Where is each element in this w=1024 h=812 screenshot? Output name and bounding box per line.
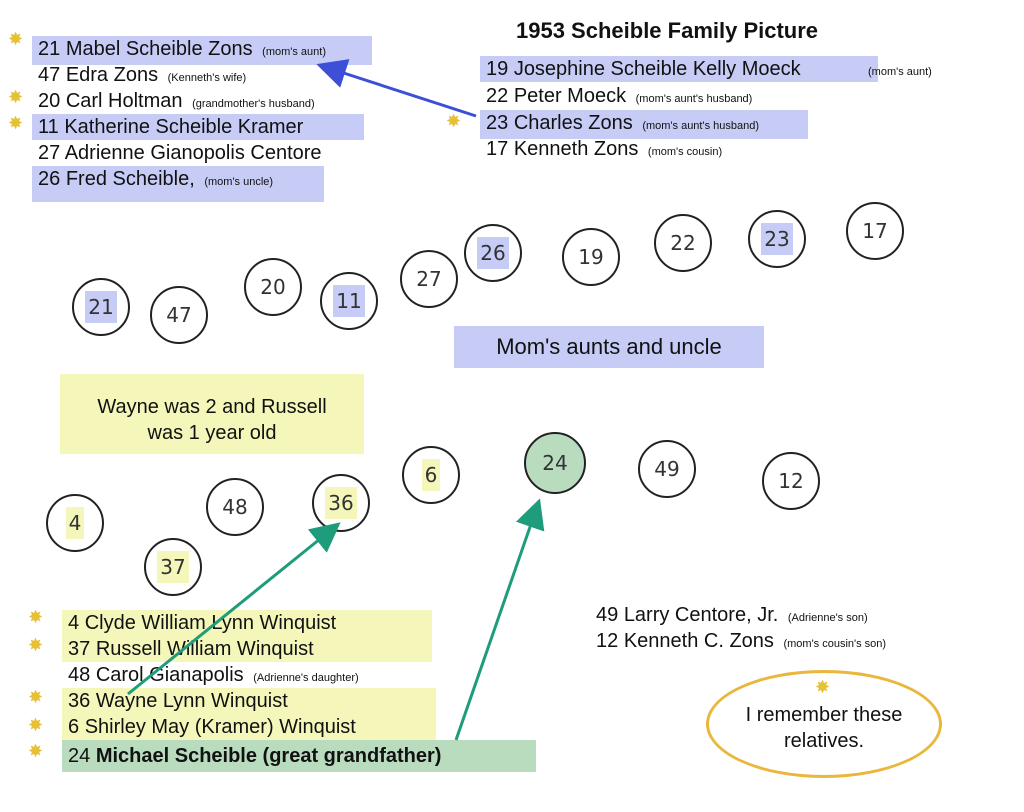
entry-num: 4 [68, 612, 80, 634]
entry-num: 19 [486, 58, 509, 80]
position-number: 26 [477, 237, 508, 269]
position-number: 6 [422, 459, 441, 491]
entry-note: (mom's cousin's son) [783, 638, 887, 650]
entry-num: 12 [596, 630, 619, 652]
entry-num: 22 [486, 85, 509, 107]
position-number: 17 [862, 219, 888, 243]
entry-num: 49 [596, 604, 619, 626]
entry-note: (Adrienne's son) [787, 612, 868, 624]
entry-name: Peter Moeck [513, 85, 627, 107]
entry-num: 36 [68, 690, 91, 712]
entry-name: Shirley May (Kramer) Winquist [84, 716, 356, 738]
position-number: 23 [761, 223, 792, 255]
position-number: 21 [85, 291, 116, 323]
position-number: 36 [325, 487, 356, 519]
arrow-michael-to-position [456, 504, 538, 740]
entry-num: 23 [486, 112, 509, 134]
entry-name: Clyde William Lynn Winquist [84, 612, 337, 634]
entry-note: (mom's uncle) [204, 176, 274, 188]
entry-name: Larry Centore, Jr. [623, 604, 779, 626]
position-number: 24 [542, 451, 568, 475]
entry-num: 37 [68, 638, 91, 660]
position-number: 49 [654, 457, 680, 481]
entry-name: Carol Gianapolis [95, 664, 244, 686]
page-title: 1953 Scheible Family Picture [516, 18, 819, 43]
entry-num: 6 [68, 716, 80, 738]
star-icon: ✸ [8, 113, 24, 133]
entry-num: 24 [68, 745, 91, 767]
position-number: 20 [260, 275, 286, 299]
entry-num: 27 [38, 142, 61, 164]
position-number: 11 [333, 285, 364, 317]
remember-note: I remember these relatives. [745, 704, 903, 752]
star-icon: ✸ [8, 29, 24, 49]
entry-note: (Kenneth's wife) [167, 72, 247, 84]
entry-num: 11 [38, 116, 59, 138]
position-number: 27 [416, 267, 442, 291]
entry-name: Russell William Winquist [95, 638, 314, 660]
entry-note: (Adrienne's daughter) [253, 672, 359, 684]
entry-name: Adrienne Gianopolis Centore [64, 142, 322, 164]
position-number: 22 [670, 231, 696, 255]
star-icon: ✸ [28, 635, 44, 655]
entry-note: (mom's aunt's husband) [642, 120, 760, 132]
star-icon: ✸ [28, 715, 44, 735]
entry-num: 17 [486, 138, 509, 160]
star-icon: ✸ [28, 741, 44, 761]
entry-num: 48 [68, 664, 91, 686]
position-number: 47 [166, 303, 192, 327]
entry-name: Fred Scheible, [65, 168, 195, 190]
position-number: 37 [157, 551, 188, 583]
entry-num: 20 [38, 90, 61, 112]
position-number: 4 [66, 507, 85, 539]
aunts-uncle-label: Mom's aunts and uncle [454, 326, 764, 368]
entry-num: 47 [38, 64, 61, 86]
entry-note: (mom's aunt) [262, 46, 326, 58]
entry-name: Kenneth Zons [513, 138, 639, 160]
position-number: 12 [778, 469, 804, 493]
star-icon: ✸ [28, 687, 44, 707]
entry-note: (grandmother's husband) [192, 98, 315, 110]
star-icon: ✸ [8, 87, 24, 107]
entry-note: (mom's aunt) [868, 66, 932, 78]
entry-name: Edra Zons [65, 64, 159, 86]
entry-name: Josephine Scheible Kelly Moeck [513, 58, 801, 80]
entry-name: Michael Scheible (great grandfather) [95, 745, 442, 767]
arrow-charles-to-mabel [322, 66, 476, 116]
position-number: 19 [578, 245, 604, 269]
entry-name: Kenneth C. Zons [623, 630, 774, 652]
entry-name: Charles Zons [513, 112, 633, 134]
arrow-wayne-to-position [128, 526, 336, 694]
entry-num: 21 [38, 38, 61, 60]
entry-note: (mom's aunt's husband) [635, 93, 753, 105]
entry-name: Mabel Scheible Zons [65, 38, 253, 60]
age-note: Wayne was 2 and Russell was 1 year old [60, 374, 364, 454]
star-icon: ✸ [815, 677, 831, 697]
star-icon: ✸ [28, 607, 44, 627]
entry-name: Katherine Scheible Kramer [64, 116, 304, 138]
position-number: 48 [222, 495, 248, 519]
entry-name: Wayne Lynn Winquist [95, 690, 288, 712]
entry-note: (mom's cousin) [647, 146, 723, 158]
entry-num: 26 [38, 168, 61, 190]
entry-name: Carl Holtman [65, 90, 183, 112]
star-icon: ✸ [446, 111, 462, 131]
